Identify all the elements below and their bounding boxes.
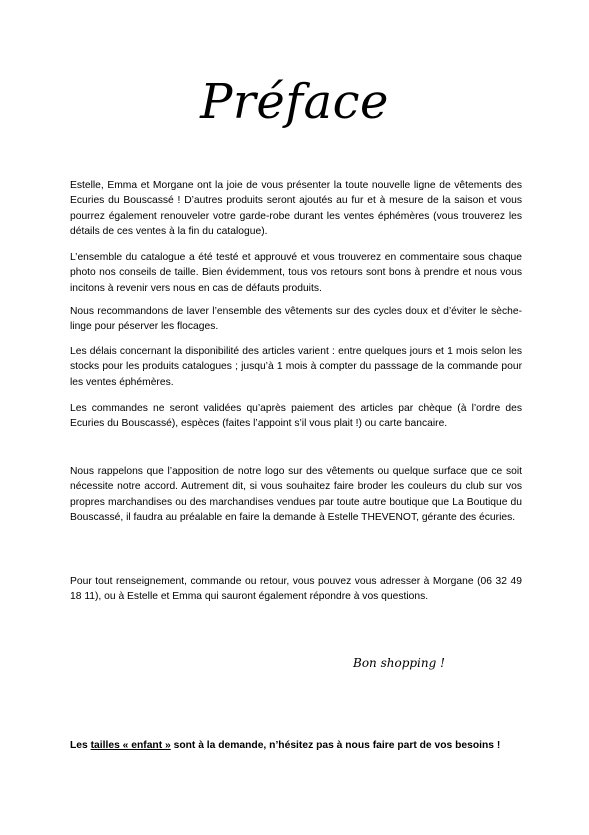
intro-paragraph: Estelle, Emma et Morgane ont la joie de vous présenter la toute nouvelle ligne de vêtements des Ecuries du Bouscassé ! D’autres produits seront ajoutés au fur et à mesure de la saison et vous pourrez également renouveler votre garde-robe durant les ventes éphémères (vous trouverez les détails de ces ventes à la fin du catalogue). xyxy=(70,180,522,237)
logo-usage-paragraph: Nous rappelons que l’apposition de notre logo sur des vêtements ou quelque surface que ce soit nécessite notre accord. Autrement dit, si vous souhaitez faire broder les couleurs du club sur vos propres marchandises ou des marchandises vendues par toute autre boutique que La Boutique du Bouscassé, il faudra au préalable en faire la demande à Estelle THEVENOT, gérante des écuries. xyxy=(70,466,522,523)
signoff-text: Bon shopping ! xyxy=(353,656,445,670)
sizing-advice-paragraph: L’ensemble du catalogue a été testé et approuvé et vous trouverez en commentaire sous chaque photo nos conseils de taille. Bien évidemment, tous vos retours sont bons à prendre et nous vous incitons à revenir vers nous en cas de défauts produits. xyxy=(70,252,522,294)
footnote-suffix: sont à la demande, n’hésitez pas à nous faire part de vos besoins ! xyxy=(170,740,501,751)
contact-paragraph: Pour tout renseignement, commande ou retour, vous pouvez vous adresser à Morgane (06 32 49 18 11), ou à Estelle et Emma qui sauront également répondre à vos questions. xyxy=(70,576,522,603)
payment-paragraph: Les commandes ne seront validées qu’après paiement des articles par chèque (à l’ordre des Ecuries du Bouscassé), espèces (faites l’appoint s’il vous plait !) ou carte bancaire. xyxy=(70,403,522,430)
page-title: Préface xyxy=(200,74,389,130)
footnote xyxy=(70,738,530,753)
footnote-prefix: Les xyxy=(70,740,91,751)
washing-advice-paragraph: Nous recommandons de laver l’ensemble des vêtements sur des cycles doux et d’éviter le sèche-linge pour péserver les flocages. xyxy=(70,306,522,333)
footnote-underlined: tailles « enfant » xyxy=(90,740,171,751)
delivery-delay-paragraph: Les délais concernant la disponibilité des articles varient : entre quelques jours et 1 mois selon les stocks pour les produits catalogues ; jusqu’à 1 mois à compter du passsage de la commande pour les ventes éphémères. xyxy=(70,346,522,388)
